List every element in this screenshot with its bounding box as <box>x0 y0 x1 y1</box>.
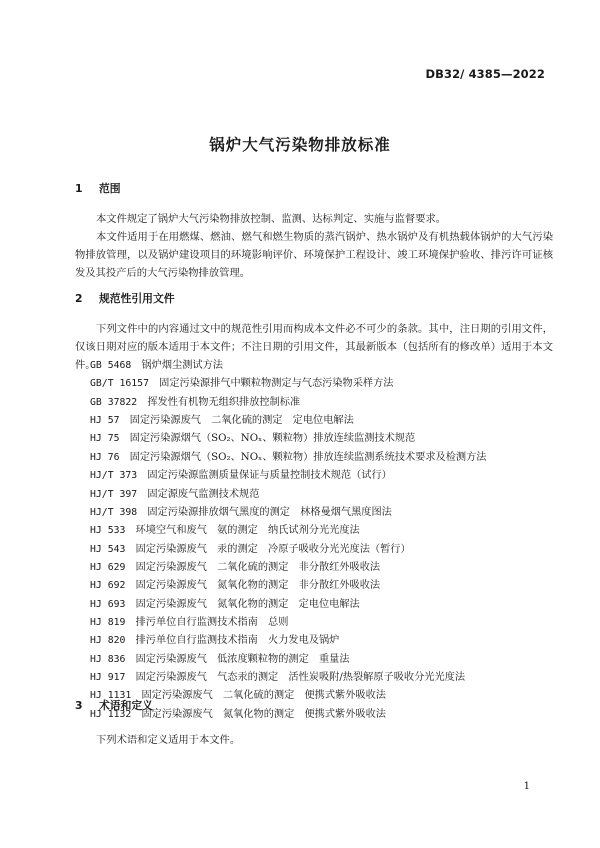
reference-code: HJ/T 398 <box>90 506 138 518</box>
reference-item <box>90 559 487 577</box>
reference-item <box>90 486 487 504</box>
reference-item <box>90 467 487 485</box>
reference-code: HJ/T 397 <box>90 488 138 500</box>
reference-list <box>90 357 487 724</box>
section-title: 规范性引用文件 <box>99 292 175 305</box>
reference-title: 固定污染源烟气（SO₂、NOₓ、颗粒物）排放连续监测系统技术要求及检测方法 <box>129 451 487 463</box>
reference-item <box>90 412 487 430</box>
page-number: 1 <box>523 781 530 792</box>
reference-item <box>90 504 487 522</box>
reference-title: 排污单位自行监测技术指南 火力发电及锅炉 <box>135 635 340 647</box>
reference-item <box>90 375 487 393</box>
reference-code: HJ 1131 <box>90 690 132 702</box>
reference-title: 固定污染源废气 汞的测定 冷原子吸收分光光度法（暂行） <box>135 543 411 555</box>
reference-item <box>90 577 487 595</box>
reference-item <box>90 632 487 650</box>
section-paragraph: 下列术语和定义适用于本文件。 <box>96 734 241 746</box>
reference-code: HJ 692 <box>90 580 126 592</box>
section-number: 3 <box>75 699 83 712</box>
reference-code: GB 37822 <box>90 396 138 408</box>
reference-item <box>90 596 487 614</box>
reference-code: HJ 76 <box>90 451 120 463</box>
reference-title: 固定污染源排气中颗粒物测定与气态污染物采样方法 <box>159 378 394 390</box>
section-heading-normative-references <box>75 291 175 306</box>
reference-title: 挥发性有机物无组织排放控制标准 <box>147 396 301 408</box>
section-paragraph: 下列文件中的内容通过文中的规范性引用而构成本文件必不可少的条款。其中，注日期的引用文件，仅该日期对应的版本适用于本文件；不注日期的引用文件，其最新版本（包括所有的修改单）适用于本文件。 <box>75 323 553 371</box>
reference-title: 固定污染源废气 氮氧化物的测定 便携式紫外吸收法 <box>141 708 386 720</box>
document-title: 锅炉大气污染物排放标准 <box>209 136 391 154</box>
reference-item <box>90 614 487 632</box>
reference-item <box>90 541 487 559</box>
reference-title: 锅炉烟尘测试方法 <box>141 360 223 371</box>
reference-title: 固定污染源废气 氮氧化物的测定 定电位电解法 <box>135 598 360 610</box>
standard-number: DB32/ 4385—2022 <box>425 67 545 81</box>
reference-code: GB/T 16157 <box>90 378 149 390</box>
section-heading-terms-and-definitions <box>75 698 153 713</box>
reference-code: HJ 917 <box>90 672 126 684</box>
section-title: 范围 <box>99 182 121 195</box>
reference-code: HJ 629 <box>90 561 126 573</box>
reference-item <box>90 430 487 448</box>
reference-title: 固定污染源排放烟气黑度的测定 林格曼烟气黑度图法 <box>147 506 392 518</box>
reference-title: 固定污染源废气 二氧化硫的测定 便携式紫外吸收法 <box>141 690 386 702</box>
reference-title: 固定源废气监测技术规范 <box>147 488 260 500</box>
reference-item <box>90 394 487 412</box>
section-number: 2 <box>75 292 83 305</box>
section-paragraph: 本文件规定了锅炉大气污染物排放控制、监测、达标判定、实施与监督要求。 <box>96 213 447 225</box>
reference-code: HJ 1132 <box>90 708 132 720</box>
reference-item <box>90 651 487 669</box>
section-title: 术语和定义 <box>99 699 153 712</box>
reference-title: 排污单位自行监测技术指南 总则 <box>135 617 289 629</box>
reference-title: 固定污染源监测质量保证与质量控制技术规范（试行） <box>147 470 392 482</box>
reference-item <box>90 522 487 540</box>
section-paragraph: 本文件适用于在用燃煤、燃油、燃气和燃生物质的蒸汽锅炉、热水锅炉及有机热载体锅炉的大气污染物排放管理，以及锅炉建设项目的环境影响评价、环境保护工程设计、竣工环境保护验收、排污许可证核发及其投产后的大气污染物排放管理。 <box>75 231 553 279</box>
reference-code: HJ 819 <box>90 617 126 629</box>
reference-item <box>90 449 487 467</box>
reference-title: 固定污染源废气 低浓度颗粒物的测定 重量法 <box>135 653 350 665</box>
reference-code: HJ 57 <box>90 415 120 427</box>
reference-title: 固定污染源烟气（SO₂、NOₓ、颗粒物）排放连续监测技术规范 <box>129 433 416 445</box>
reference-title: 环境空气和废气 氨的测定 纳氏试剂分光光度法 <box>135 525 360 537</box>
reference-item <box>90 357 487 375</box>
reference-code: HJ/T 373 <box>90 470 138 482</box>
reference-title: 固定污染源废气 二氧化硫的测定 非分散红外吸收法 <box>135 561 381 573</box>
reference-code: HJ 75 <box>90 433 120 445</box>
reference-code: HJ 820 <box>90 635 126 647</box>
reference-item <box>90 669 487 687</box>
reference-code: HJ 543 <box>90 543 126 555</box>
reference-title: 固定污染源废气 二氧化硫的测定 定电位电解法 <box>129 415 354 427</box>
section-heading-scope <box>75 181 121 196</box>
reference-title: 固定污染源废气 氮氧化物的测定 非分散红外吸收法 <box>135 580 381 592</box>
reference-code: HJ 693 <box>90 598 126 610</box>
reference-code: HJ 836 <box>90 653 126 665</box>
reference-title: 固定污染源废气 气态汞的测定 活性炭吸附/热裂解原子吸收分光光度法 <box>135 672 466 684</box>
section-number: 1 <box>75 182 83 195</box>
reference-code: GB 5468 <box>90 360 132 371</box>
reference-code: HJ 533 <box>90 525 126 537</box>
